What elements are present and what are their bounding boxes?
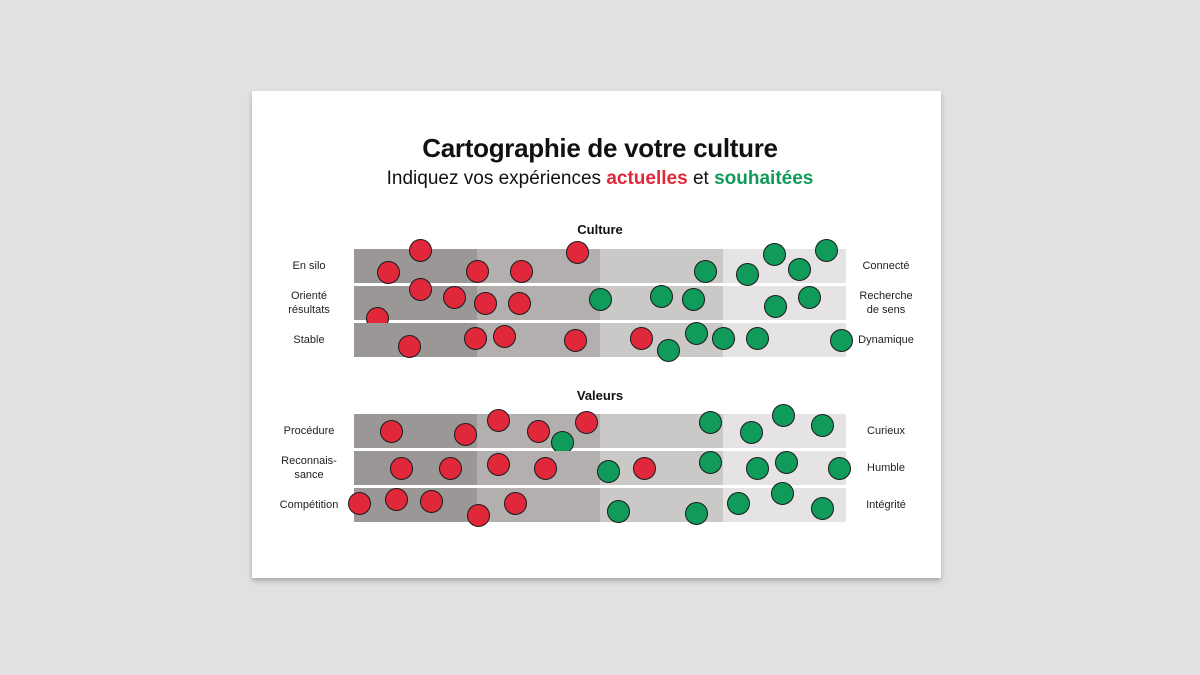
desired-marker[interactable] [685, 322, 708, 345]
row-label-right: Curieux [867, 425, 905, 437]
subtitle-current: actuelles [606, 168, 688, 189]
row-label-left: Procédure [283, 425, 335, 437]
desired-marker[interactable] [682, 288, 705, 311]
row-label-right: Recherche de sens [859, 290, 913, 316]
desired-marker[interactable] [650, 285, 673, 308]
desired-marker[interactable] [727, 492, 750, 515]
desired-marker[interactable] [736, 263, 759, 286]
current-marker[interactable] [464, 327, 487, 350]
desired-marker[interactable] [798, 286, 821, 309]
current-marker[interactable] [487, 453, 510, 476]
desired-marker[interactable] [764, 295, 787, 318]
row-label-right: Connecté [862, 260, 910, 272]
desired-marker[interactable] [811, 497, 834, 520]
current-marker[interactable] [510, 260, 533, 283]
desired-marker[interactable] [589, 288, 612, 311]
current-marker[interactable] [493, 325, 516, 348]
current-marker[interactable] [466, 260, 489, 283]
current-marker[interactable] [564, 329, 587, 352]
subtitle-prefix: Indiquez vos expériences [386, 168, 602, 189]
desired-marker[interactable] [740, 421, 763, 444]
current-marker[interactable] [420, 490, 443, 513]
current-marker[interactable] [390, 457, 413, 480]
scale-bar [354, 323, 846, 357]
current-marker[interactable] [380, 420, 403, 443]
desired-marker[interactable] [788, 258, 811, 281]
desired-marker[interactable] [699, 451, 722, 474]
desired-marker[interactable] [746, 457, 769, 480]
subtitle-connector: et [692, 168, 709, 189]
current-marker[interactable] [508, 292, 531, 315]
scale-segment [354, 488, 477, 522]
desired-marker[interactable] [830, 329, 853, 352]
desired-marker[interactable] [772, 404, 795, 427]
page-title: Cartographie de votre culture [422, 133, 778, 163]
current-marker[interactable] [527, 420, 550, 443]
current-marker[interactable] [454, 423, 477, 446]
current-marker[interactable] [467, 504, 490, 527]
current-marker[interactable] [409, 239, 432, 262]
desired-marker[interactable] [699, 411, 722, 434]
desired-marker[interactable] [771, 482, 794, 505]
current-marker[interactable] [630, 327, 653, 350]
row-label-left: En silo [292, 260, 326, 272]
desired-marker[interactable] [694, 260, 717, 283]
current-marker[interactable] [504, 492, 527, 515]
desired-marker[interactable] [815, 239, 838, 262]
row-label-left: Reconnais- sance [281, 455, 337, 481]
row-label-right: Humble [867, 462, 905, 474]
subtitle-desired: souhaitées [714, 168, 814, 189]
section-title: Culture [577, 222, 623, 237]
current-marker[interactable] [534, 457, 557, 480]
row-label-left: Stable [293, 334, 325, 346]
current-marker[interactable] [474, 292, 497, 315]
current-marker[interactable] [633, 457, 656, 480]
desired-marker[interactable] [657, 339, 680, 362]
desired-marker[interactable] [746, 327, 769, 350]
page-subtitle [0, 168, 1200, 190]
desired-marker[interactable] [763, 243, 786, 266]
row-label-right: Intégrité [866, 499, 906, 511]
scale-segment [477, 488, 600, 522]
scale-segment [723, 323, 846, 357]
current-marker[interactable] [487, 409, 510, 432]
row-label-left: Orienté résultats [288, 290, 330, 316]
current-marker[interactable] [575, 411, 598, 434]
current-marker[interactable] [409, 278, 432, 301]
current-marker[interactable] [439, 457, 462, 480]
row-label-left: Compétition [279, 499, 339, 511]
desired-marker[interactable] [828, 457, 851, 480]
section-title: Valeurs [576, 388, 624, 403]
row-label-right: Dynamique [858, 334, 914, 346]
